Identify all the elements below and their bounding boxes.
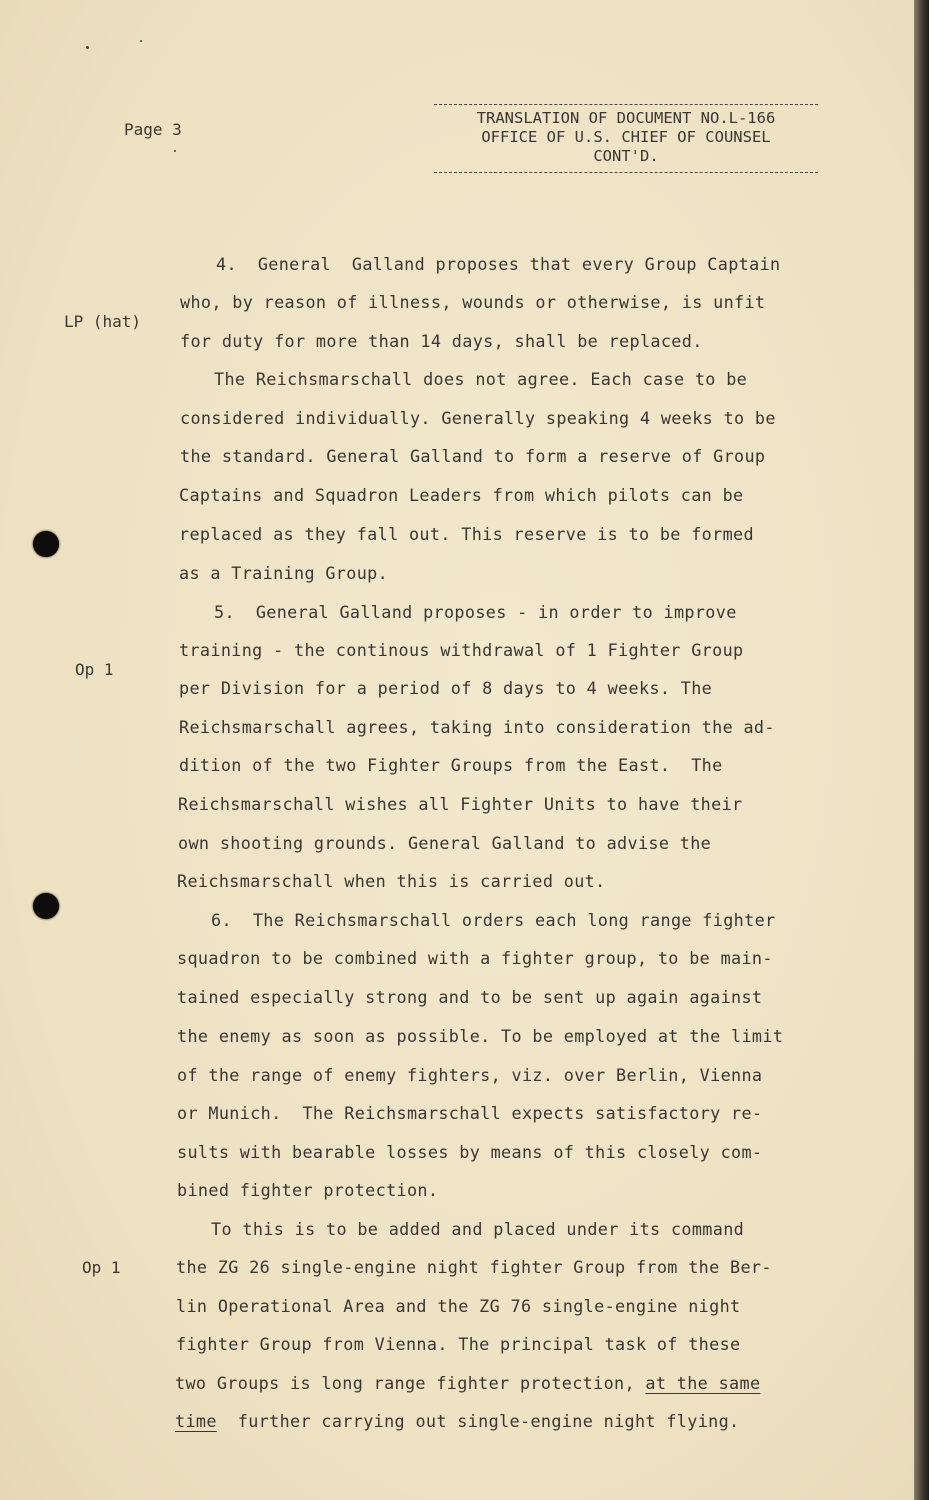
paper-speck [174,150,176,152]
body-line: the ZG 26 single-engine night fighter Group from the Ber- [176,1257,772,1277]
body-line: Reichsmarschall when this is carried out. [177,871,606,891]
paper-speck [86,46,89,49]
body-line: 4. General Galland proposes that every Group Captain [216,254,781,274]
body-line: the enemy as soon as possible. To be employed at the limit [177,1026,784,1046]
body-line: 5. General Galland proposes - in order to improve [214,602,737,622]
header-contd-line: CONT'D. [593,147,659,165]
header-title-line: TRANSLATION OF DOCUMENT NO.L-166 [476,109,776,127]
body-line-text: two Groups is long range fighter protection, [175,1373,646,1393]
body-line: sults with bearable losses by means of this closely com- [177,1142,763,1162]
body-line: Reichsmarschall agrees, taking into consideration the ad- [179,717,775,737]
underlined-phrase-part2: time [175,1411,217,1431]
underlined-phrase-part1: at the same [645,1373,761,1393]
body-line [175,1411,740,1431]
body-line: who, by reason of illness, wounds or otherwise, is unfit [180,292,766,312]
header-rule-top [434,104,818,105]
body-line: fighter Group from Vienna. The principal task of these [176,1334,741,1354]
margin-note-lp-hat: LP (hat) [64,312,142,331]
body-line: or Munich. The Reichsmarschall expects satisfactory re- [177,1103,763,1123]
page-number: Page 3 [124,120,182,139]
body-line-text: further carrying out single-engine night flying. [237,1411,740,1431]
body-line: To this is to be added and placed under its command [211,1219,745,1239]
paper-speck [140,40,142,42]
body-line: 6. The Reichsmarschall orders each long range fighter [211,910,776,930]
body-line: The Reichsmarschall does not agree. Each case to be [214,369,748,389]
document-header [434,104,818,173]
body-line: squadron to be combined with a fighter group, to be main- [177,948,773,968]
scan-edge-shadow [914,0,929,1500]
body-line: per Division for a period of 8 days to 4 weeks. The [179,678,713,698]
body-line: replaced as they fall out. This reserve is to be formed [179,524,754,544]
body-line: Reichsmarschall wishes all Fighter Units to have their [178,794,743,814]
body-line-text [217,1411,238,1431]
body-line: as a Training Group. [179,563,389,583]
body-line: for duty for more than 14 days, shall be replaced. [180,331,703,351]
body-line: dition of the two Fighter Groups from the East. The [179,755,723,775]
body-line: the standard. General Galland to form a reserve of Group [180,446,766,466]
body-line: own shooting grounds. General Galland to advise the [178,833,712,853]
punch-hole-upper [33,531,59,557]
body-line: bined fighter protection. [177,1180,439,1200]
body-line: tained especially strong and to be sent up again against [177,987,763,1007]
margin-note-op1-first: Op 1 [75,660,114,679]
body-line: considered individually. Generally speaking 4 weeks to be [180,408,776,428]
punch-hole-lower [33,893,59,919]
margin-note-op1-second: Op 1 [82,1258,121,1277]
header-office-line: OFFICE OF U.S. CHIEF OF COUNSEL [481,128,771,146]
header-rule-bottom [434,172,818,173]
body-line [175,1373,760,1393]
body-line: lin Operational Area and the ZG 76 single-engine night [176,1296,741,1316]
body-line: training - the continous withdrawal of 1 Fighter Group [179,640,744,660]
body-line: Captains and Squadron Leaders from which pilots can be [179,485,744,505]
body-line: of the range of enemy fighters, viz. over Berlin, Vienna [177,1065,763,1085]
